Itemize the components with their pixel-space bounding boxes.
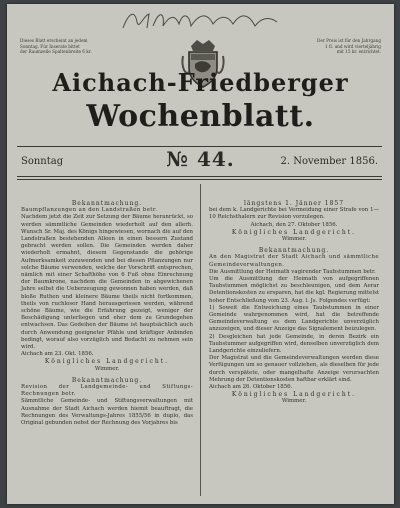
notice-authority: Königliches Landgericht. xyxy=(231,228,357,236)
issue-number: № 44. xyxy=(166,147,235,171)
notice-place-date: Aichach am 26. Oktober 1856. xyxy=(209,384,293,391)
notice-addressee: An den Magistrat der Stadt Aichach und sämmtliche Gemeindeverwaltungen. xyxy=(209,254,379,268)
left-column xyxy=(21,200,193,427)
handwritten-signature xyxy=(119,8,289,32)
notice-authority: Königliches Landgericht. xyxy=(44,358,170,366)
notice-heading: Bekanntmachung. xyxy=(71,200,143,207)
newspaper-page xyxy=(7,4,394,504)
notice-signer: Wimmer. xyxy=(281,398,307,405)
masthead-rule-bottom xyxy=(17,176,382,177)
weekday: Sonntag xyxy=(21,156,64,167)
notice-heading: Bekanntmachung. xyxy=(71,376,143,384)
issue-date: 2. November 1856. xyxy=(280,156,378,167)
notice-heading: Bekanntmachung. xyxy=(258,247,330,255)
notice-authority: Königliches Landgericht. xyxy=(231,391,357,399)
notice-body: bei dem k. Landgerichte bei Vermeidung einer Strafe von 1—10 Reichsthalern zur Revision vorzulegen. xyxy=(209,207,379,221)
masthead-rule-double xyxy=(17,179,382,180)
notice-body: Sämmtliche Gemeinde- und Stiftungsverwaltungen mit Ausnahme der Stadt Aichach werden hiemit beauftragt, die Rechnungen des Verwaltungs-Jahres 1855/56 in duplo, das Original gebunden nebst der Rechnung des Vorjahres bis xyxy=(21,398,193,427)
notice-list-item: 2) Desgleichen hat jede Gemeinde, in deren Bezirk ein Taubstummer aufgegriffen wird, denselben unverzüglich dem Landgerichte einzuliefern. xyxy=(209,333,379,355)
deadline-line: längstens 1. Jänner 1857 xyxy=(243,200,345,207)
column-divider xyxy=(200,184,201,496)
notice-body: Um die Ausmittlung der Heimath von aufgegriffenen Taubstummen möglichst zu beschleunigen, und dem Aerar Detentionskosten zu ersparen, hat die kgl. Regierung mittelst hoher Entschließung vom 23. Aug. l. Js. Folgendes verfügt: xyxy=(209,276,379,304)
notice-subject: Revision der Landgemeinde- und Stiftungs-Rechnungen betr. xyxy=(21,384,193,398)
left-masthead-notice: Dieses Blatt erscheint an jedem Sonntag. Für Inserate bittet der Raumzeile Spaltenbreite 6 kr. xyxy=(20,38,92,55)
notice-subject: Die Ausmittlung der Heimath vagirender Taubstummen betr. xyxy=(209,268,376,275)
notice-subject: Baumpflanzungen an den Landstraßen betr. xyxy=(21,207,158,214)
notice-body: Nachdem jetzt die Zeit zur Setzung der Bäume heranrückt, so werden sämmtliche Gemeinden wiederholt auf den allerh. Wunsch Sr. Maj. des Königs hingewiesen, wornach die auf den Landstraßen bestehenden Alleen in einen bessern Zustand gebracht werden sollen. Die Gemeinden werden daher wiederholt ermahnt, diesem Gegenstande die gehörige Aufmerksamkeit zuzuwenden und bei diesen Pflanzungen nur solche Bäume verwenden, welche der Vorschrift entsprechen, nämlich mit einer Schafthöhe von 6 Fuß ohne Einrechnung der Baumkrone, nachdem die Gemeinden in abgewichenen Jahre selbst die Ueberzeugung gewonnen haben werden, daß bloße Ruthen und kleinere Bäume theils nicht fortkommen, theils von ruchloser Hand herausgerissen werden, während schöne Bäume, wie die Erfahrung gezeigt, weniger der Beschädigung unterliegen und eher dem zu Grundegehen entwachsen. Das Gedeihen der Bäume ist hauptsächlich auch durch Anwendung geeigneter Pfähle und kräftiger Anbinden bedingt, worauf also vorzüglich und Bedacht zu nehmen sein wird. xyxy=(21,214,193,351)
notice-place-date: Aichach, den 27. Oktober 1856. xyxy=(250,221,338,228)
notice-place-date: Aichach am 23. Okt. 1856. xyxy=(21,351,94,358)
notice-body: Der Magistrat und die Gemeindeverwaltungen werden diese Verfügungen um so genauer vollziehen, als dieselben für jede durch verspätete, oder mangelhafte Anzeige verursachten Mehrung der Detentionskosten haftbar erklärt sind. xyxy=(209,355,379,383)
right-column xyxy=(209,200,379,406)
masthead-subtitle: Wochenblatt. xyxy=(86,99,315,134)
notice-signer: Wimmer. xyxy=(281,236,307,243)
right-masthead-notice: Der Preis ist für den Jahrgang 1 fl. und wird vierteljährig mit 15 kr. entrichtet. xyxy=(317,38,381,55)
masthead-title: Aichach-Friedberger xyxy=(52,68,349,97)
notice-list-item: 1) Soweit die Entweichung eines Taubstummen in einer Gemeinde wahrgenommen wird, hat die betreffende Gemeindeverwaltung es dem Landgerichte unverzüglich anzuzeigen, und dieser Anzeige das Signalement beizulegen. xyxy=(209,304,379,333)
notice-signer: Wimmer. xyxy=(94,365,120,372)
